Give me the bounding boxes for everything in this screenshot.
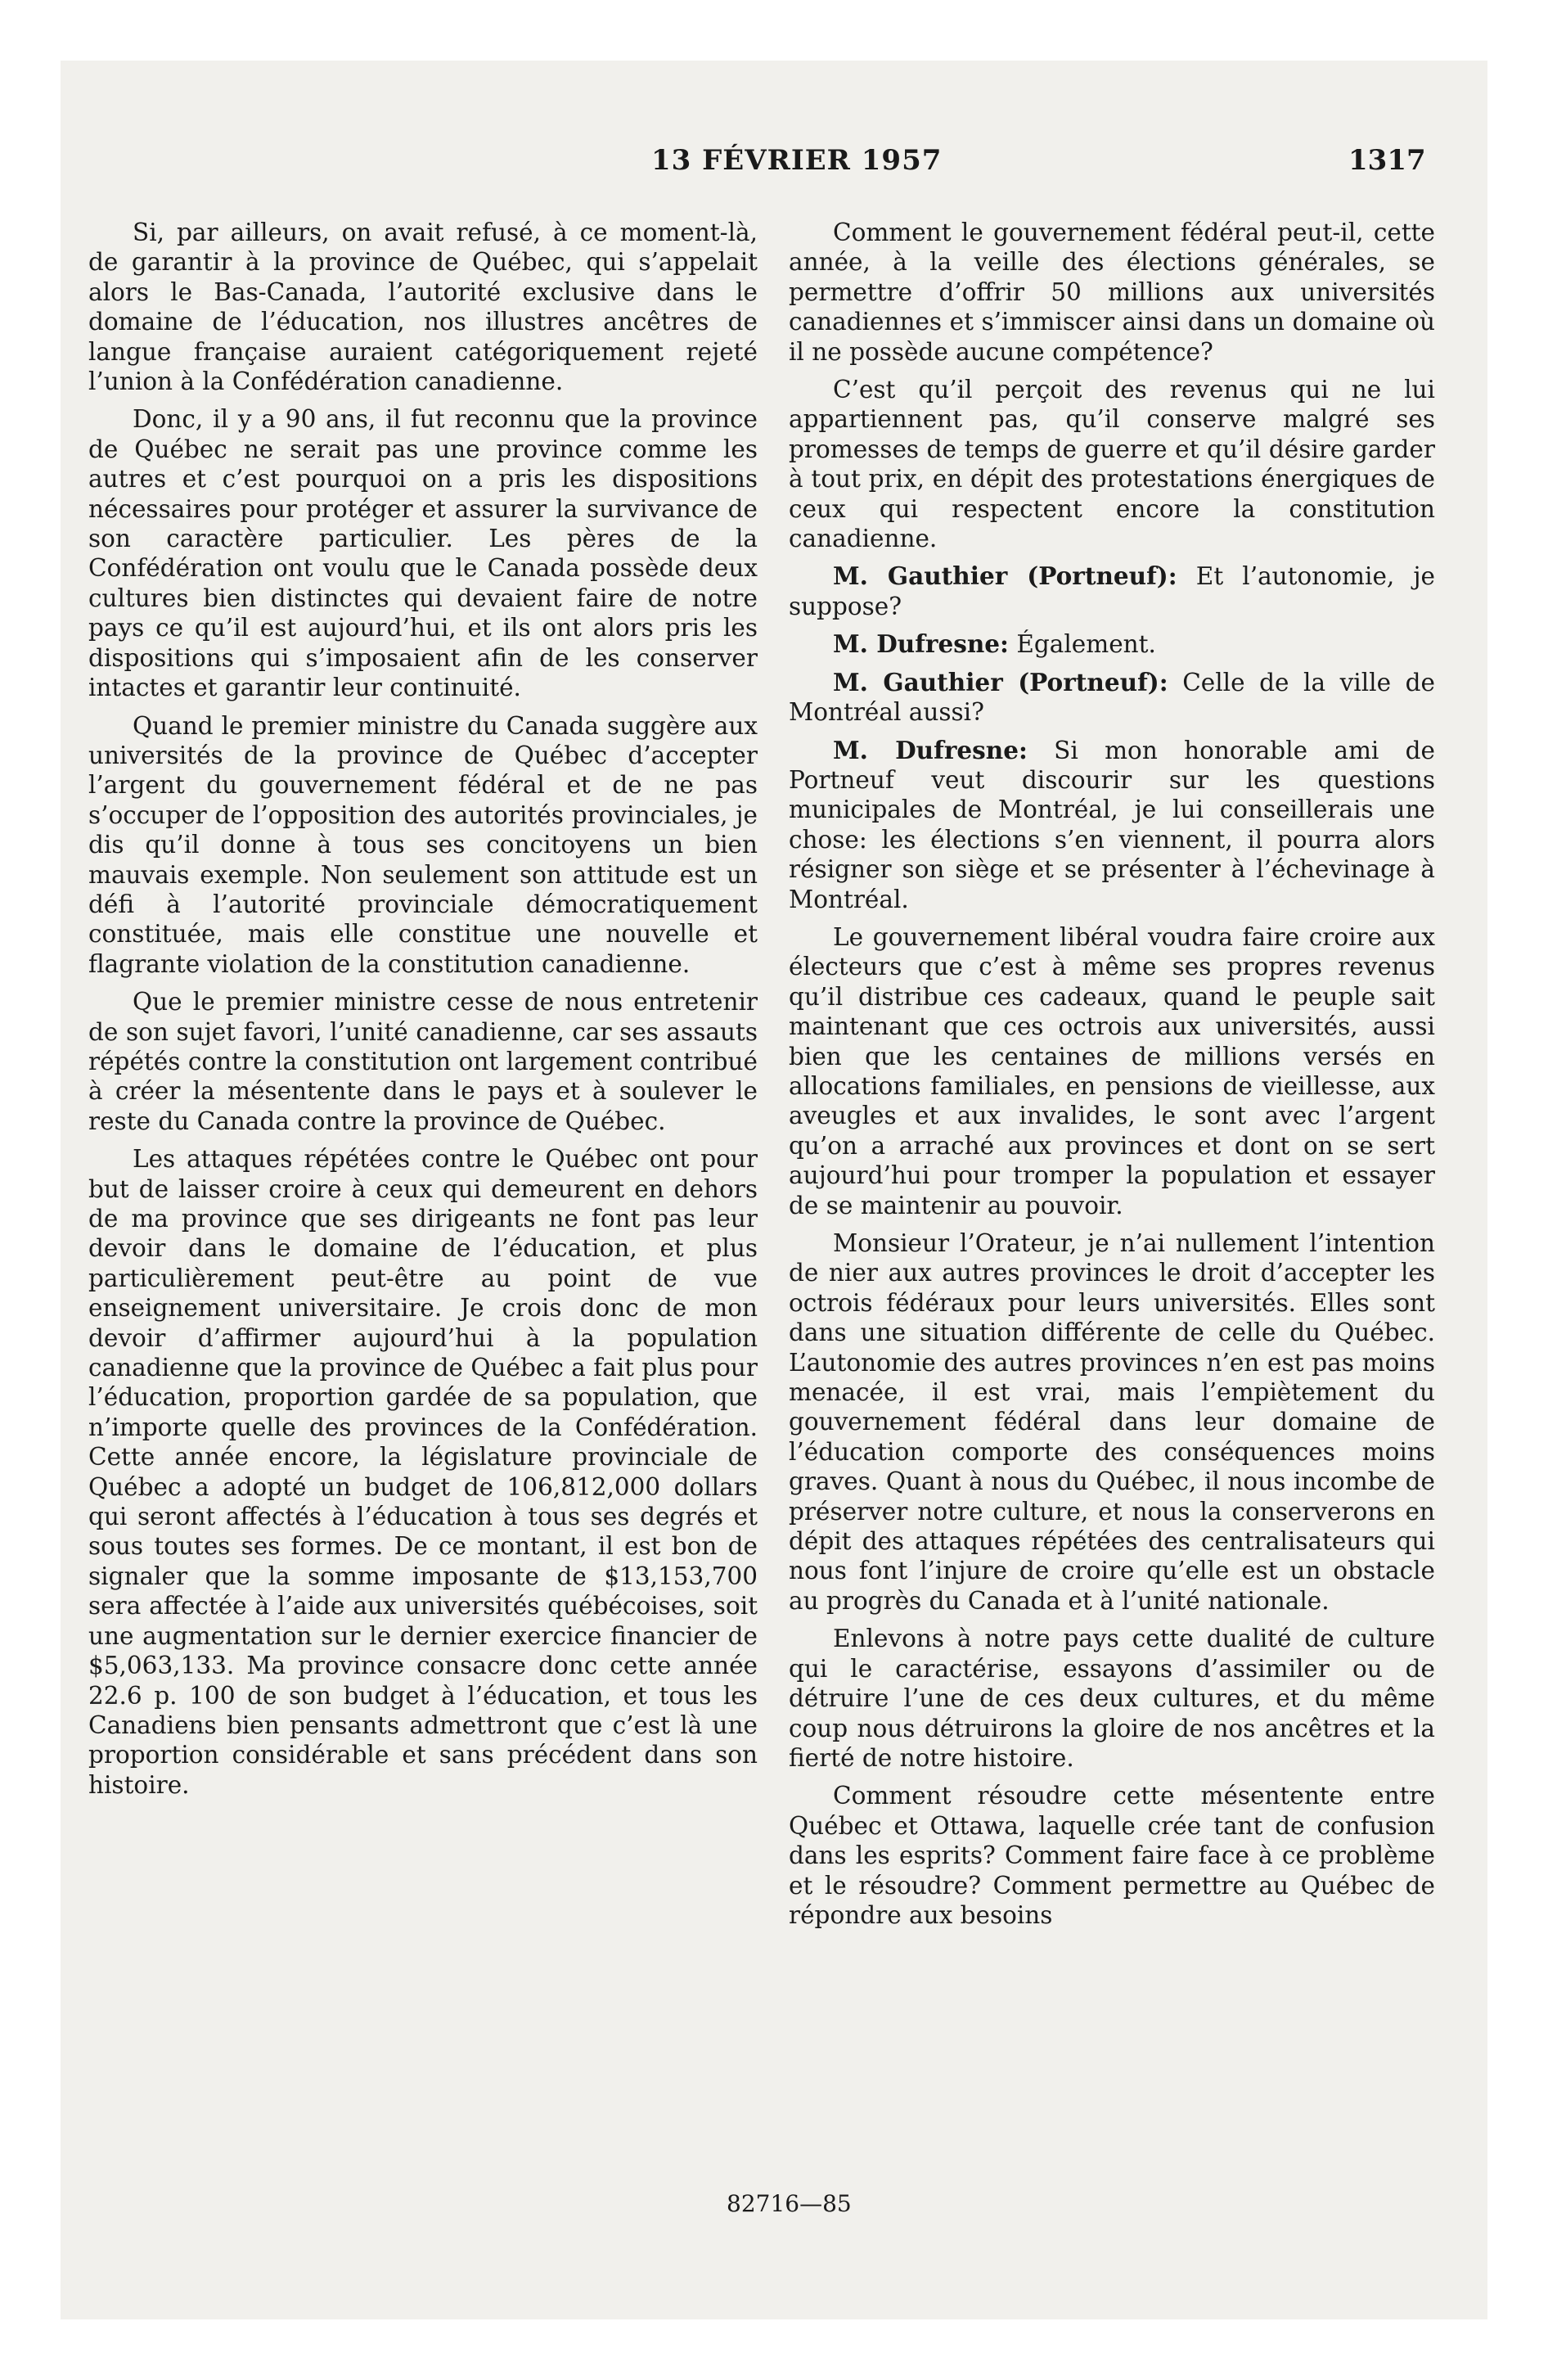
speaker-name: M. Gauthier (Portneuf): xyxy=(833,561,1177,591)
paragraph: C’est qu’il perçoit des revenus qui ne lui appartiennent pas, qu’il conserve malgré ses promesses de temps de guerre et qu’il désire garder à tout prix, en dépit des protestations énergiques de ceux qui respectent encore la constitution canadienne. xyxy=(789,376,1435,553)
paragraph: Quand le premier ministre du Canada suggère aux universités de la province de Québec d’accepter l’argent du gouvernement fédéral et de ne pas s’occuper de l’opposition des autorités provinciales, je dis qu’il donne à tous ses concitoyens un bien mauvais exemple. Non seulement son attitude est un défi à l’autorité provinciale démocratiquement constituée, mais elle constitue une nouvelle et flagrante violation de la constitution canadienne. xyxy=(88,711,758,978)
paragraph: Les attaques répétées contre le Québec ont pour but de laisser croire à ceux qui demeurent en dehors de ma province que ses dirigeants ne font pas leur devoir dans le domaine de l’éducation, et plus particulièrement peut-être au point de vue enseignement universitaire. Je crois donc de mon devoir d’affirmer aujourd’hui à la population canadienne que la province de Québec a fait plus pour l’éducation, proportion gardée de sa population, que n’importe quelle des provinces de la Confédération. Cette année encore, la législature provinciale de Québec a adopté un budget de 106,812,000 dollars qui seront affectés à l’éducation à tous ses degrés et sous toutes ses formes. De ce montant, il est bon de signaler que la somme imposante de $13,153,700 sera affectée à l’aide aux universités québécoises, soit une augmentation sur le dernier exercice financier de $5,063,133. Ma province consacre donc cette année 22.6 p. 100 de son budget à l’éducation, et tous les Canadiens bien pensants admettront que c’est là une proportion considérable et sans précédent dans son histoire. xyxy=(88,1145,758,1799)
speech-text: Également. xyxy=(1016,630,1156,659)
speaker-name: M. Dufresne: xyxy=(833,735,1028,764)
speech-entry xyxy=(789,561,1435,621)
paragraph: Enlevons à notre pays cette dualité de culture qui le caractérise, essayons d’assimiler ou de détruire l’une de ces deux cultures, et du même coup nous détruirons la gloire de nos ancêtres et la fierté de notre histoire. xyxy=(789,1625,1435,1772)
speech-entry xyxy=(789,668,1435,728)
left-column xyxy=(88,218,758,1808)
paragraph: Que le premier ministre cesse de nous entretenir de son sujet favori, l’unité canadienne, car ses assauts répétés contre la constitution ont largement contribué à créer la mésentente dans le pays et à soulever le reste du Canada contre la province de Québec. xyxy=(88,988,758,1135)
speaker-name: M. Gauthier (Portneuf): xyxy=(833,667,1168,696)
right-column xyxy=(789,218,1435,1938)
speech-text: Celle de la ville de Montréal aussi? xyxy=(789,668,1435,727)
speaker-name: M. Dufresne: xyxy=(833,629,1009,659)
paragraph: Comment le gouvernement fédéral peut-il, cette année, à la veille des élections générales, se permettre d’offrir 50 millions aux universités canadiennes et s’immiscer ainsi dans un domaine où il ne possède aucune compétence? xyxy=(789,219,1435,366)
speech-entry xyxy=(789,629,1435,659)
page-header-date: 13 FÉVRIER 1957 xyxy=(651,144,943,177)
speech-entry xyxy=(789,736,1435,914)
page-number: 1317 xyxy=(1348,144,1426,177)
speech-text: Et l’autonomie, je suppose? xyxy=(789,562,1435,620)
paragraph: Monsieur l’Orateur, je n’ai nullement l’intention de nier aux autres provinces le droit d’accepter les octrois fédéraux pour leurs universités. Elles sont dans une situation différente de celle du Québec. L’autonomie des autres provinces n’en est pas moins menacée, il est vrai, mais l’empiètement du gouvernement fédéral dans leur domaine de l’éducation comporte des conséquences moins graves. Quant à nous du Québec, il nous incombe de préserver notre culture, et nous la conserverons en dépit des attaques répétées des centralisateurs qui nous font l’injure de croire qu’elle est un obstacle au progrès du Canada et à l’unité nationale. xyxy=(789,1229,1435,1615)
print-code-footer: 82716—85 xyxy=(727,2190,852,2217)
speech-text: Si mon honorable ami de Portneuf veut discourir sur les questions municipales de Montréal, je lui conseillerais une chose: les élections s’en viennent, il pourra alors résigner son siège et se présenter à l’échevinage à Montréal. xyxy=(789,736,1435,913)
paragraph: Donc, il y a 90 ans, il fut reconnu que la province de Québec ne serait pas une province comme les autres et c’est pourquoi on a pris les dispositions nécessaires pour protéger et assurer la survivance de son caractère particulier. Les pères de la Confédération ont voulu que le Canada possède deux cultures bien distinctes qui devaient faire de notre pays ce qu’il est aujourd’hui, et ils ont alors pris les dispositions qui s’imposaient afin de les conserver intactes et garantir leur continuité. xyxy=(88,405,758,702)
paragraph: Si, par ailleurs, on avait refusé, à ce moment-là, de garantir à la province de Québec, qui s’appelait alors le Bas-Canada, l’autorité exclusive dans le domaine de l’éducation, nos illustres ancêtres de langue française auraient catégoriquement rejeté l’union à la Confédération canadienne. xyxy=(88,219,758,396)
paragraph: Comment résoudre cette mésentente entre Québec et Ottawa, laquelle crée tant de confusion dans les esprits? Comment faire face à ce problème et le résoudre? Comment permettre au Québec de répondre aux besoins xyxy=(789,1782,1435,1929)
paragraph: Le gouvernement libéral voudra faire croire aux électeurs que c’est à même ses propres revenus qu’il distribue ces cadeaux, quand le peuple sait maintenant que ces octrois aux universités, aussi bien que les centaines de millions versés en allocations familiales, en pensions de vieillesse, aux aveugles et aux invalides, le sont avec l’argent qu’on a arraché aux provinces et dont on se sert aujourd’hui pour tromper la population et essayer de se maintenir au pouvoir. xyxy=(789,922,1435,1219)
